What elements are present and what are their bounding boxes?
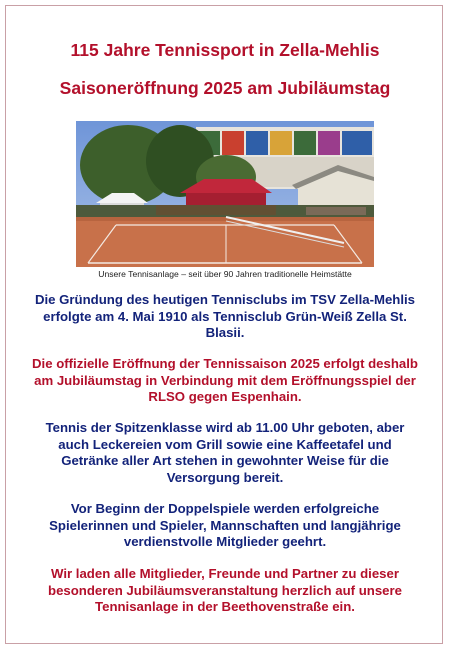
paragraph-invitation: Wir laden alle Mitglieder, Freunde und Partner zu dieser besonderen Jubiläumsveranstaltung herzlich auf unsere Tennisanlage in der Beethovenstraße ein.	[48, 566, 402, 614]
tennis-facility-photo	[76, 121, 374, 267]
paragraph-founding: Die Gründung des heutigen Tennisclubs im TSV Zella-Mehlis erfolgte am 4. Mai 1910 als Tennisclub Grün-Weiß Zella St. Blasii.	[34, 292, 416, 340]
photo-caption: Unsere Tennisanlage – seit über 90 Jahren traditionelle Heimstätte	[98, 269, 352, 279]
heading-subtitle: Saisoneröffnung 2025 am Jubiläumstag	[59, 78, 391, 98]
tennis-facility-illustration	[76, 121, 374, 267]
paragraph-honors: Vor Beginn der Doppelspiele werden erfolgreiche Spielerinnen und Spieler, Mannschaften und langjährige verdienstvolle Mitglieder geehrt.	[49, 501, 401, 549]
paragraph-season-opening: Die offizielle Eröffnung der Tennissaison 2025 erfolgt deshalb am Jubiläumstag in Verbindung mit dem Eröffnungsspiel der RLSO gegen Espenhain.	[32, 356, 418, 404]
paragraph-program: Tennis der Spitzenklasse wird ab 11.00 Uhr geboten, aber auch Leckereien vom Grill sowie eine Kaffeetafel und Getränke aller Art stehen in gewohnter Weise für die Versorgung bereit.	[45, 420, 405, 485]
heading-title: 115 Jahre Tennissport in Zella-Mehlis	[70, 40, 380, 60]
